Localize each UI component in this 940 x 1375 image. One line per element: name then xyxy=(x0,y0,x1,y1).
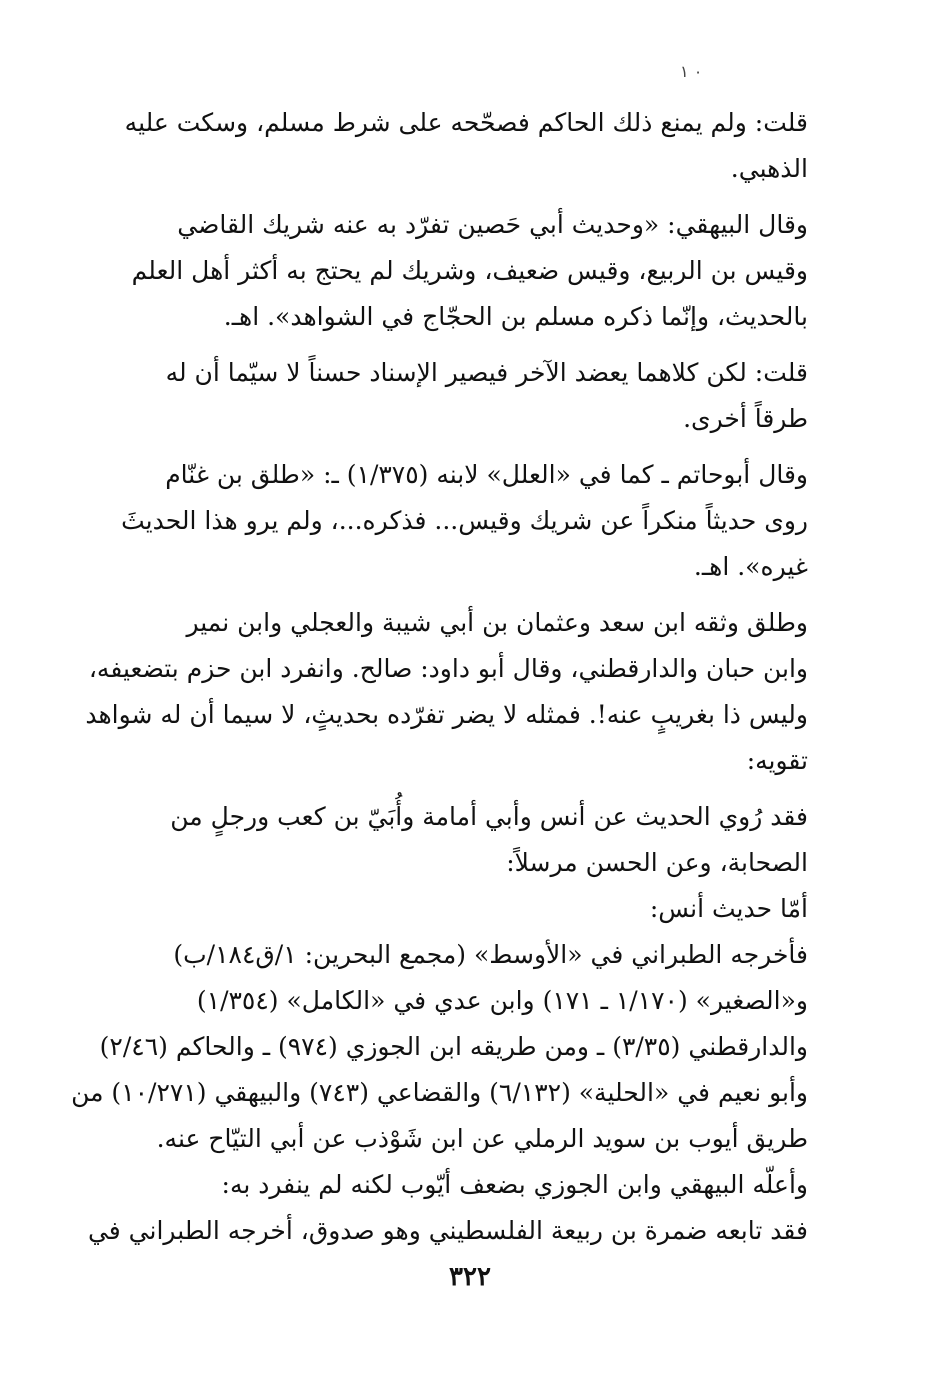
text-line: طرقاً أخرى. xyxy=(683,404,808,433)
text-line: روى حديثاً منكراً عن شريك وقيس... فذكره...، ولم يرو هذا الحديثَ xyxy=(121,506,808,535)
text-line: وليس ذا بغريبٍ عنه!. فمثله لا يضر تفرّده بحديثٍ، لا سيما أن له شواهد xyxy=(85,700,808,729)
text-line: تقويه: xyxy=(746,746,808,775)
text-line: و«الصغير» (١/١٧٠ ـ ١٧١) وابن عدي في «الكامل» (١/٣٥٤) xyxy=(196,986,808,1015)
text-line: وأبو نعيم في «الحلية» (٦/١٣٢) والقضاعي (٧٤٣) والبيهقي (١٠/٢٧١) من xyxy=(71,1078,808,1107)
text-line: الذهبي. xyxy=(730,154,808,183)
top-marks: ٠ ١ xyxy=(680,62,703,81)
text-line: والدارقطني (٣/٣٥) ـ ومن طريقه ابن الجوزي (٩٧٤) ـ والحاكم (٢/٤٦) xyxy=(99,1032,808,1061)
text-line: وأعلّه البيهقي وابن الجوزي بضعف أيّوب لكنه لم ينفرد به: xyxy=(221,1170,808,1199)
body-text xyxy=(71,100,808,1254)
text-line: قلت: لكن كلاهما يعضد الآخر فيصير الإسناد حسناً لا سيّما أن له xyxy=(165,358,808,387)
paragraph xyxy=(85,600,808,784)
text-line: وقيس بن الربيع، وقيس ضعيف، وشريك لم يحتج به أكثر أهل العلم xyxy=(131,256,808,285)
paragraph xyxy=(96,452,808,590)
paragraph xyxy=(96,794,808,932)
text-line: وطلق وثقه ابن سعد وعثمان بن أبي شيبة والعجلي وابن نمير xyxy=(186,608,808,637)
page-number: ٣٢٢ xyxy=(449,1262,491,1292)
text-line: فأخرجه الطبراني في «الأوسط» (مجمع البحرين: ١/ق١٨٤/ب) xyxy=(173,940,808,969)
text-line: قلت: ولم يمنع ذلك الحاكم فصحّحه على شرط مسلم، وسكت عليه xyxy=(124,108,808,137)
text-line: فقد رُوي الحديث عن أنس وأبي أمامة وأُبَيّ بن كعب ورجلٍ من xyxy=(170,802,808,831)
text-line: وقال أبوحاتم ـ كما في «العلل» لابنه (١/٣٧٥) ـ: «طلق بن غنّام xyxy=(165,460,808,489)
paragraph xyxy=(96,350,808,442)
text-line: بالحديث، وإنّما ذكره مسلم بن الحجّاج في الشواهد». اهـ. xyxy=(223,302,808,331)
text-line: فقد تابعه ضمرة بن ربيعة الفلسطيني وهو صدوق، أخرجه الطبراني في xyxy=(87,1216,808,1245)
text-line: وقال البيهقي: «وحديث أبي حَصين تفرّد به عنه شريك القاضي xyxy=(177,210,808,239)
paragraph xyxy=(96,100,808,192)
paragraph xyxy=(71,932,808,1254)
text-line: الصحابة، وعن الحسن مرسلاً: xyxy=(506,848,808,877)
text-line: طريق أيوب بن سويد الرملي عن ابن شَوْذب عن أبي التيّاح عنه. xyxy=(156,1124,808,1153)
text-line: غيره». اهـ. xyxy=(693,552,808,581)
text-line: أمّا حديث أنس: xyxy=(649,894,808,923)
text-line: وابن حبان والدارقطني، وقال أبو داود: صالح. وانفرد ابن حزم بتضعيفه، xyxy=(88,654,808,683)
paragraph xyxy=(96,202,808,340)
